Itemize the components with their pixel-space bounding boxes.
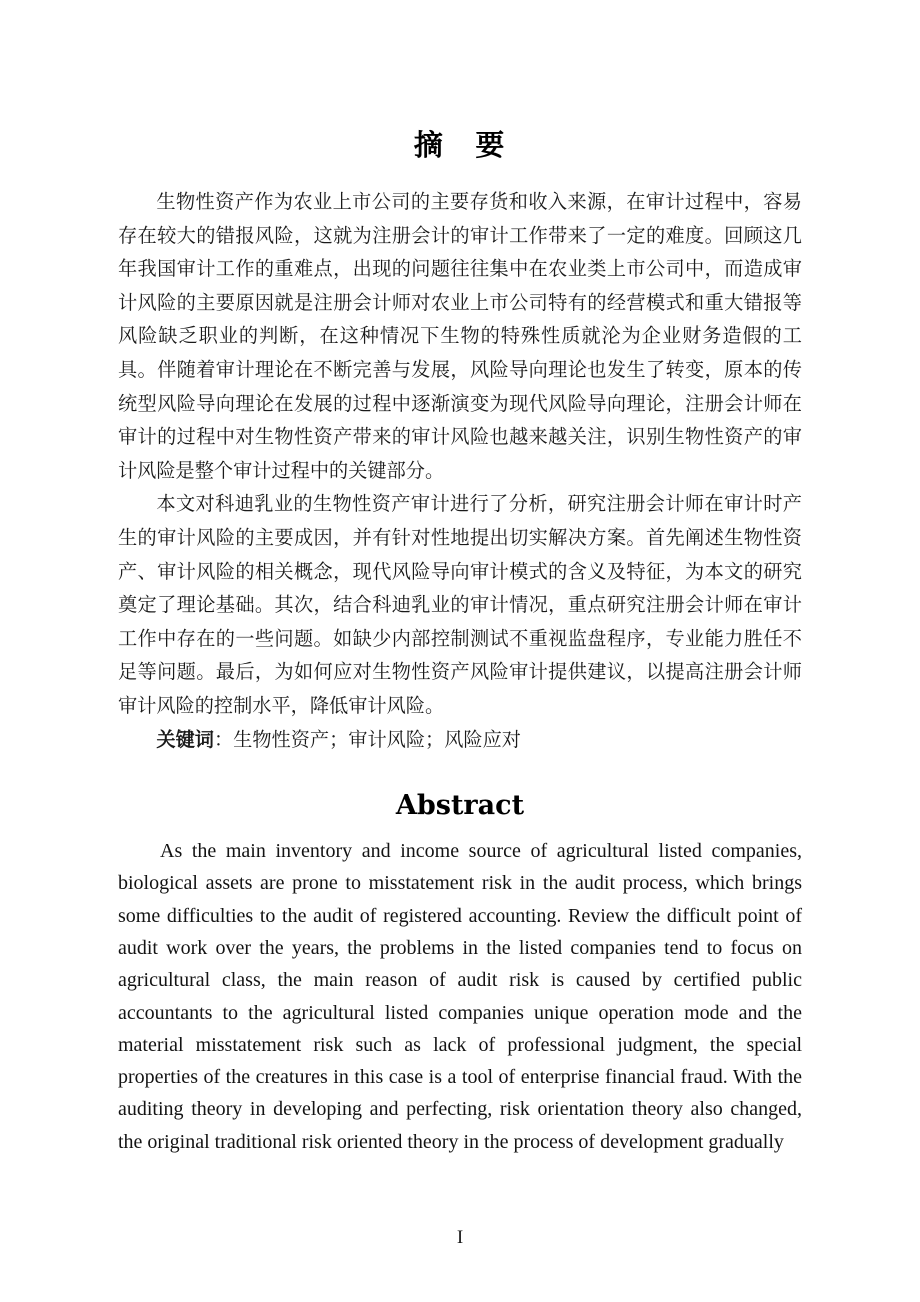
- chinese-abstract-paragraph-1: 生物性资产作为农业上市公司的主要存货和收入来源，在审计过程中，容易存在较大的错报风险，这就为注册会计的审计工作带来了一定的难度。回顾这几年我国审计工作的重难点，出现的问题往往集中在农业类上市公司中，而造成审计风险的主要原因就是注册会计师对农业上市公司特有的经营模式和重大错报等风险缺乏职业的判断，在这种情况下生物的特殊性质就沦为企业财务造假的工具。伴随着审计理论在不断完善与发展，风险导向理论也发生了转变，原本的传统型风险导向理论在发展的过程中逐渐演变为现代风险导向理论，注册会计师在审计的过程中对生物性资产带来的审计风险也越来越关注，识别生物性资产的审计风险是整个审计过程中的关键部分。: [118, 190, 802, 482]
- page-number: I: [456, 1227, 464, 1248]
- chinese-keywords-label: 关键词: [156, 727, 214, 751]
- chinese-keywords-value: ：生物性资产；审计风险；风险应对: [213, 727, 521, 751]
- english-abstract-paragraph-1: As the main inventory and income source of agricultural listed companies, biological assets are prone to misstatement risk in the audit process, which brings some difficulties to the audit of registered accounting. Review the difficult point of audit work over the years, the problems in the listed companies tend to focus on agricultural class, the main reason of audit risk is caused by certified public accountants to the agricultural listed companies unique operation mode and the material misstatement risk such as lack of professional judgment, the special properties of the creatures in this case is a tool of enterprise financial fraud. With the auditing theory in developing and perfecting, risk orientation theory also changed, the original traditional risk oriented theory in the process of development gradually: [118, 840, 802, 1153]
- chinese-abstract-heading: 摘 要: [413, 128, 507, 162]
- chinese-keywords-line: [118, 723, 802, 757]
- english-abstract-heading: Abstract: [395, 790, 525, 822]
- page-content: [118, 0, 802, 1158]
- chinese-abstract-paragraph-2: 本文对科迪乳业的生物性资产审计进行了分析，研究注册会计师在审计时产生的审计风险的主要成因，并有针对性地提出切实解决方案。首先阐述生物性资产、审计风险的相关概念，现代风险导向审计模式的含义及特征，为本文的研究奠定了理论基础。其次，结合科迪乳业的审计情况，重点研究注册会计师在审计工作中存在的一些问题。如缺少内部控制测试不重视监盘程序，专业能力胜任不足等问题。最后，为如何应对生物性资产风险审计提供建议，以提高注册会计师审计风险的控制水平，降低审计风险。: [118, 492, 802, 717]
